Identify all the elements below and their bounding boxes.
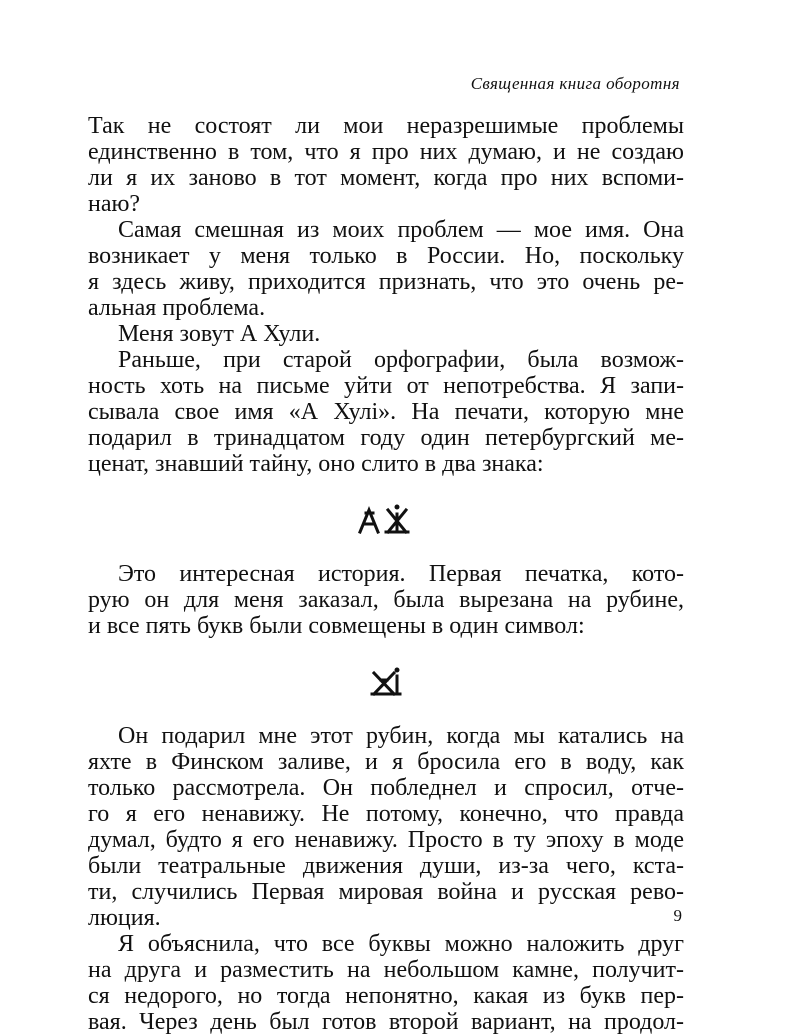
text-line: Он подарил мне этот рубин, когда мы катались на xyxy=(118,723,684,749)
text-line: Это интересная история. Первая печатка, кото- xyxy=(118,561,684,587)
text-line: наю? xyxy=(88,191,141,217)
text-line: Я объяснила, что все буквы можно наложить друг xyxy=(118,931,684,957)
text-line: Раньше, при старой орфографии, была возмож- xyxy=(118,347,684,373)
text-line: сывала свое имя «А Хулi». На печати, которую мне xyxy=(88,399,684,425)
running-header: Священная книга оборотня xyxy=(470,74,680,93)
seal-two-signs xyxy=(88,477,684,561)
text-line: Самая смешная из моих проблем — мое имя. Она xyxy=(118,217,684,243)
text-line: подарил в тринадцатом году один петербургский ме- xyxy=(88,425,684,451)
text-line: альная проблема. xyxy=(88,295,266,321)
seal-single-symbol-icon xyxy=(370,666,402,696)
text-line: и все пять букв были совмещены в один символ: xyxy=(88,613,585,639)
text-line: ценат, знавший тайну, оно слито в два знака: xyxy=(88,451,544,477)
text-line: яхте в Финском заливе, и я бросила его в воду, как xyxy=(88,749,684,775)
text-line: Меня зовут А Хули. xyxy=(118,321,321,347)
seal-two-signs-icon xyxy=(358,504,414,534)
text-line: ность хоть на письме уйти от непотребства. Я запи- xyxy=(88,373,684,399)
text-line: ся недорого, но тогда непонятно, какая из букв пер- xyxy=(88,983,684,1009)
text-line: я здесь живу, приходится признать, что это очень ре- xyxy=(88,269,684,295)
text-line: на друга и разместить на небольшом камне, получит- xyxy=(88,957,684,983)
body-text xyxy=(88,113,684,1035)
text-line: думал, будто я его ненавижу. Просто в ту эпоху в моде xyxy=(88,827,684,853)
text-line: ли я их заново в тот момент, когда про них вспоми- xyxy=(88,165,684,191)
text-line: го я его ненавижу. Не потому, конечно, что правда xyxy=(88,801,684,827)
text-line: были театральные движения души, из-за чего, кста- xyxy=(88,853,684,879)
page-number: 9 xyxy=(673,906,682,925)
seal-single-symbol xyxy=(88,639,684,723)
text-line: только рассмотрела. Он побледнел и спросил, отче- xyxy=(88,775,684,801)
text-line: люция. xyxy=(88,905,161,931)
text-line: Так не состоят ли мои неразрешимые проблемы xyxy=(88,113,684,139)
text-line: рую он для меня заказал, была вырезана на рубине, xyxy=(88,587,684,613)
text-line: вая. Через день был готов второй вариант, на продол- xyxy=(88,1009,684,1035)
text-line: единственно в том, что я про них думаю, и не создаю xyxy=(88,139,684,165)
text-line: возникает у меня только в России. Но, поскольку xyxy=(88,243,684,269)
text-line: ти, случились Первая мировая война и русская рево- xyxy=(88,879,684,905)
